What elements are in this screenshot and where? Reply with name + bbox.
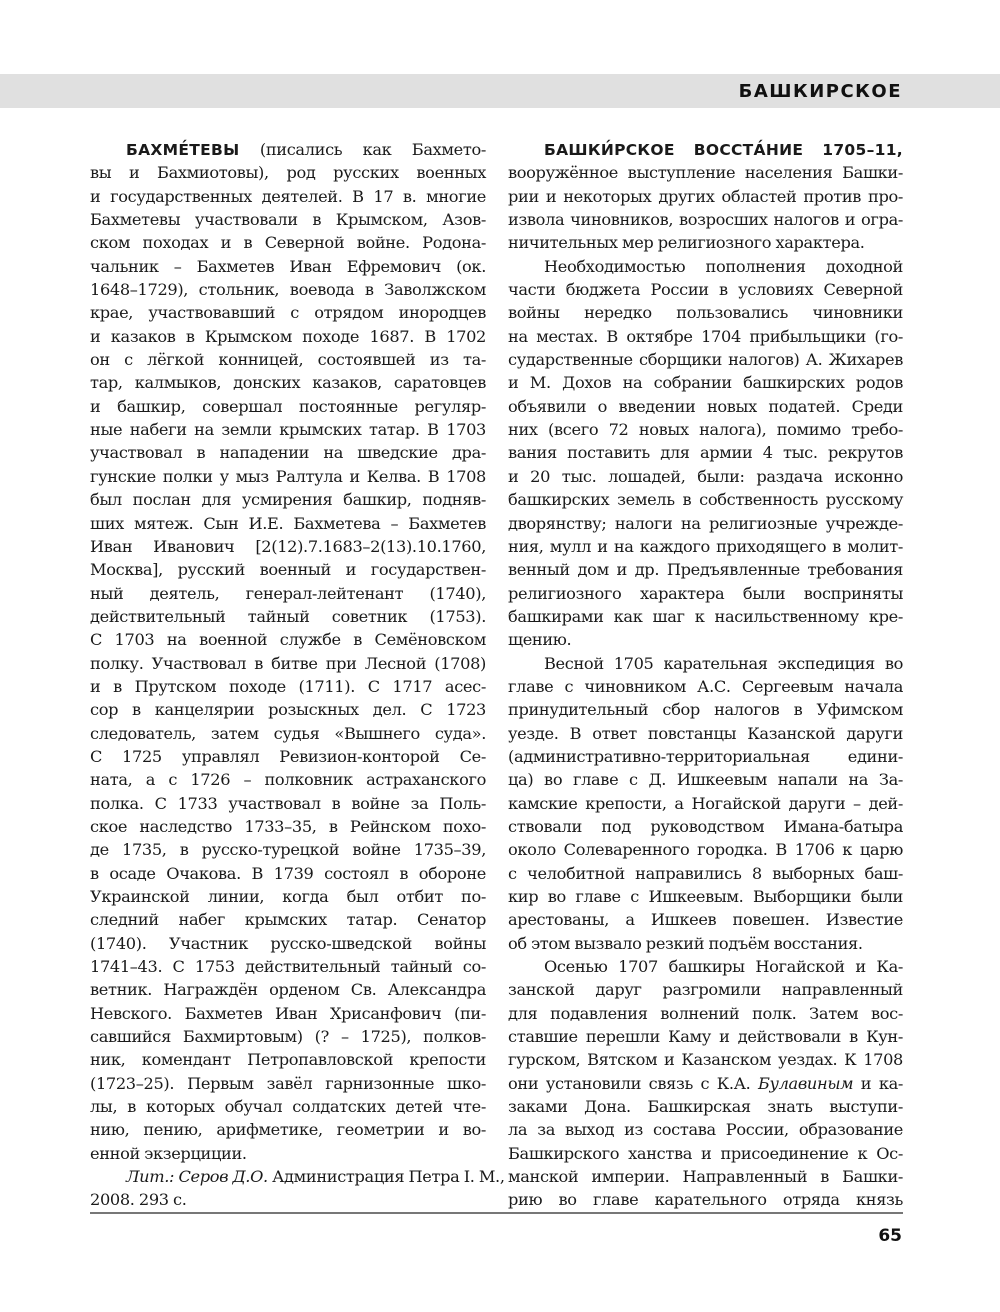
text-line: на местах. В октябре 1704 прибыльщики (го-: [508, 326, 903, 346]
text-line: енной экзерциции.: [90, 1143, 247, 1163]
right-column-article: [508, 138, 903, 1212]
text-line: был послан для усмирения башкир, подняв-: [90, 490, 486, 510]
text-line: кир во главе с Ишкеевым. Выборщики были: [508, 887, 903, 906]
text-line: вооружённое выступление населения Башки-: [508, 163, 903, 183]
text-line: Бахметевы участвовали в Крымском, Азов-: [90, 210, 486, 230]
text-line: 1741–43. С 1753 действительный тайный со-: [90, 957, 486, 977]
text-line: следователь, затем судья «Вышнего суда».: [90, 723, 486, 743]
text-line: савшийся Бахмиртовым) (? – 1725), полков-: [90, 1027, 486, 1047]
text-line: С 1703 на военной службе в Семёновском: [90, 630, 486, 650]
text-line: для подавления волнений полк. Затем вос-: [508, 1003, 903, 1023]
text-line: Весной 1705 карательная экспедиция во: [544, 653, 903, 673]
text-line: башкирами как шаг к насильственному кре-: [508, 606, 903, 626]
text-line: следний набег крымских татар. Сенатор: [90, 910, 486, 930]
text-line: ском походах и в Северной войне. Родона-: [90, 233, 486, 253]
text-line: в осаде Очакова. В 1739 состоял в обороне: [90, 863, 486, 883]
text-line: ставшие перешли Каму и действовали в Кун-: [508, 1027, 903, 1047]
literature-reference-cont: 2008. 293 с.: [90, 1190, 187, 1210]
text-line: дворянству; налоги на религиозные учрежде-: [508, 513, 903, 533]
text-line: участвовал в нападении на шведские дра-: [90, 443, 486, 463]
text-line: рию во главе карательного отряда князь: [508, 1190, 903, 1210]
text-line: венный дом и др. Предъявленные требования: [508, 560, 903, 580]
text-line: рии и некоторых других областей против про-: [508, 186, 903, 206]
text-line: Осенью 1707 башкиры Ногайской и Ка-: [544, 957, 903, 977]
text-line: ния, мулл и на каждого приходящего в молит-: [508, 536, 903, 556]
text-line: камские крепости, а Ногайской даруги – дей-: [508, 793, 903, 813]
running-header-title: БАШКИРСКОЕ: [738, 81, 902, 102]
text-line: ла за выход из состава России, образование: [508, 1120, 903, 1140]
text-line: лы, в которых обучал солдатских детей чте-: [90, 1097, 486, 1117]
text-line: извола чиновников, возросших налогов и огра-: [508, 210, 903, 230]
text-line: ные набеги на земли крымских татар. В 1703: [90, 420, 486, 440]
text-line: около Солеваренного городка. В 1706 к царю: [508, 840, 903, 860]
text-line: и М. Дохов на собрании башкирских родов: [508, 373, 903, 393]
text-line: ната, а с 1726 – полковник астраханского: [90, 770, 486, 790]
text-line: Невского. Бахметев Иван Хрисанфович (пи-: [90, 1003, 486, 1023]
text-line: войны нередко пользовались чиновники: [508, 303, 903, 323]
text-line: полку. Участвовал в битве при Лесной (1708): [90, 653, 486, 673]
text-line: уезде. В ответ повстанцы Казанской даруги: [508, 723, 903, 743]
text-line: тар, калмыков, донских казаков, саратовцев: [90, 373, 486, 393]
text-line: ское наследство 1733–35, в Рейнском похо-: [90, 816, 486, 836]
text-line: объявили о введении новых податей. Среди: [508, 396, 903, 416]
article-first-line: БАШКИ́РСКОЕ ВОССТА́НИЕ 1705–11,: [544, 141, 903, 159]
text-line: Необходимостью пополнения доходной: [544, 256, 903, 276]
text-line: ничительных мер религиозного характера.: [508, 233, 865, 253]
text-line: башкирских земель в собственность русскому: [508, 490, 903, 510]
text-line: главе с чиновником А.С. Сергеевым начала: [508, 676, 903, 696]
literature-author: Серов Д.О.: [178, 1167, 268, 1187]
text-line: и казаков в Крымском походе 1687. В 1702: [90, 326, 486, 346]
text-line: (административно-территориальная едини-: [508, 746, 903, 766]
text-line: части бюджета России в условиях Северной: [508, 280, 903, 300]
text-line: и государственных деятелей. В 17 в. многие: [90, 186, 486, 206]
text-line: (1723–25). Первым завёл гарнизонные шко-: [90, 1073, 486, 1093]
text-line: и башкир, совершал постоянные регуляр-: [90, 396, 486, 416]
text-line: сор в канцелярии розыскных дел. С 1723: [90, 700, 486, 720]
article-headword: БАШКИ́РСКОЕ ВОССТА́НИЕ 1705–11: [544, 141, 897, 159]
text-line: Башкирского ханства и присоединение к Ос-: [508, 1143, 903, 1163]
text-line: арестованы, а Ишкеев повешен. Известие: [508, 910, 903, 930]
text-line: сударственные сборщики налогов) А. Жихарев: [508, 350, 903, 370]
text-line: нию, пению, арифметике, геометрии и во-: [90, 1120, 486, 1140]
text-line: манской империи. Направленный в Башки-: [508, 1167, 903, 1187]
text-line: ствовали под руководством Имана-батыра: [508, 816, 903, 836]
text-line: заками Дона. Башкирская знать выступи-: [508, 1097, 903, 1117]
running-header-band: [0, 74, 1000, 108]
text-line: гурском, Вятском и Казанском уездах. К 1708: [508, 1050, 903, 1070]
article-headword: БАХМЕ́ТЕВЫ: [126, 141, 240, 159]
text-line: Иван Иванович [2(12).7.1683–2(13).10.1760,: [90, 536, 486, 556]
text-line: вания поставить для армии 4 тыс. рекрутов: [508, 443, 903, 463]
literature-label: Лит.:: [126, 1167, 175, 1187]
text-line-with-cross-reference: они установили связь с К.А. Булавиным и ка-: [508, 1073, 904, 1093]
text-line: чальник – Бахметев Иван Ефремович (ок.: [90, 256, 486, 276]
text-line: них (всего 72 новых налога), помимо требо-: [508, 420, 903, 440]
text-line: действительный тайный советник (1753).: [90, 606, 486, 626]
footer-rule: [90, 1212, 903, 1214]
literature-reference: Лит.: Серов Д.О. Администрация Петра I. М.,: [126, 1167, 505, 1187]
text-line: вы и Бахмиотовы), род русских военных: [90, 163, 486, 183]
text-line: ный деятель, генерал-лейтенант (1740),: [90, 583, 486, 603]
text-line: гунские полки у мыз Ралтула и Келва. В 1708: [90, 466, 486, 486]
text-line: и в Прутском походе (1711). С 1717 асес-: [90, 676, 486, 696]
cross-reference-bulavin[interactable]: Булавиным: [758, 1073, 854, 1093]
text-line: Украинской линии, когда был отбит по-: [90, 887, 486, 906]
left-column-article: [90, 138, 505, 1212]
text-line: и 20 тыс. лошадей, были: раздача исконно: [508, 466, 903, 486]
text-line: религиозного характера были восприняты: [508, 583, 903, 603]
text-line: он с лёгкой конницей, состоявшей из та-: [90, 350, 486, 370]
text-line: С 1725 управлял Ревизион-конторой Се-: [90, 746, 486, 766]
text-line: ца) во главе с Д. Ишкеевым напали на За-: [508, 770, 903, 790]
text-line: ник, комендант Петропавловской крепости: [90, 1050, 486, 1070]
text-line: полка. С 1733 участвовал в войне за Поль-: [90, 793, 486, 813]
text-line: де 1735, в русско-турецкой войне 1735–39,: [90, 840, 486, 860]
text-line: (1740). Участник русско-шведской войны: [90, 933, 486, 953]
text-line: щению.: [508, 630, 572, 650]
text-line: 1648–1729), стольник, воевода в Заволжском: [90, 280, 486, 300]
text-line: крае, участвовавший с отрядом инородцев: [90, 303, 486, 323]
text-line: с челобитной направились 8 выборных баш-: [508, 863, 903, 883]
article-first-line: БАХМЕ́ТЕВЫ (писались как Бахмето-: [126, 140, 486, 159]
text-line: принудительный сбор налогов в Уфимском: [508, 700, 903, 720]
page-number: 65: [878, 1226, 902, 1246]
text-line: занской даруг разгромили направленный: [508, 980, 903, 1000]
text-line: об этом вызвало резкий подъём восстания.: [508, 933, 863, 953]
text-line: ших мятеж. Сын И.Е. Бахметева – Бахметев: [90, 513, 486, 533]
text-line: Москва], русский военный и государствен-: [90, 560, 486, 580]
text-line: ветник. Награждён орденом Св. Александра: [90, 980, 486, 1000]
